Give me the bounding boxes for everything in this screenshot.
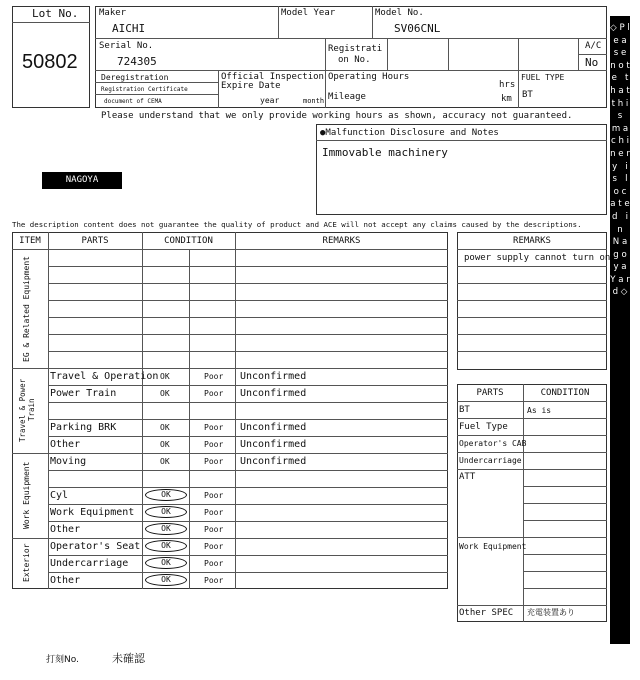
table-rule xyxy=(457,435,607,436)
row-condition-ok: OK xyxy=(160,423,170,432)
row-condition-ok-circled: OK xyxy=(145,523,187,535)
year-label: year xyxy=(260,96,280,105)
model-year-label: Model Year xyxy=(281,8,336,18)
remarks-header: REMARKS xyxy=(513,236,551,246)
side-work-equipment: Work Equipment xyxy=(459,542,527,551)
table-rule xyxy=(523,520,607,521)
table-rule xyxy=(48,555,448,556)
group-exterior: Exterior xyxy=(22,543,31,583)
table-rule xyxy=(12,538,448,539)
group-travel: Travel & Power Train xyxy=(18,378,36,442)
row-condition-ok-circled: OK xyxy=(145,557,187,569)
table-rule xyxy=(523,571,607,572)
header-item: ITEM xyxy=(19,236,41,246)
table-rule xyxy=(457,300,607,301)
row-remark: Unconfirmed xyxy=(240,439,307,450)
row-part: Work Equipment xyxy=(50,507,135,518)
row-condition-poor: Poor xyxy=(204,491,224,500)
table-rule xyxy=(48,572,448,573)
row-part: Other xyxy=(50,439,81,450)
side-banner-text: ◇ P l e a s e n o t e t h a t t h i s m a c h i n e r y i s l o c a t e d i n N a g o y a Y a r d ◇ xyxy=(610,23,638,298)
side-other-spec-label: Other SPEC xyxy=(459,608,514,618)
table-rule xyxy=(48,521,448,522)
row-remark: Unconfirmed xyxy=(240,371,307,382)
remarks-text: power supply cannot turn on xyxy=(464,253,611,263)
stamp-label: 打刻No. xyxy=(46,655,79,665)
row-condition-poor: Poor xyxy=(204,542,224,551)
table-rule xyxy=(457,452,607,453)
row-condition-ok: OK xyxy=(160,440,170,449)
side-other-spec-value: 充電装置あり xyxy=(527,608,575,617)
ac-value: No xyxy=(585,56,599,69)
row-part: Travel & Operation xyxy=(50,371,159,382)
header-condition: CONDITION xyxy=(164,236,213,246)
side-bt-label: BT xyxy=(459,405,470,415)
row-part: Cyl xyxy=(50,490,69,501)
table-rule xyxy=(523,503,607,504)
side-operators-cab: Operator's CAB xyxy=(459,439,527,448)
table-rule xyxy=(48,419,448,420)
malfunction-title: ●Malfunction Disclosure and Notes xyxy=(320,128,499,138)
mileage-label: Mileage xyxy=(328,92,366,102)
table-rule xyxy=(12,453,448,454)
serial-value: 724305 xyxy=(117,55,157,68)
table-rule xyxy=(523,588,607,589)
table-rule xyxy=(48,436,448,437)
table-rule xyxy=(523,486,607,487)
row-remark: Unconfirmed xyxy=(240,422,307,433)
registration-label-2: on No. xyxy=(338,55,371,65)
row-remark: Unconfirmed xyxy=(240,388,307,399)
row-condition-poor: Poor xyxy=(204,576,224,585)
table-rule xyxy=(12,368,448,369)
row-part: Power Train xyxy=(50,388,117,399)
table-rule xyxy=(457,605,607,606)
group-work: Work Equipment xyxy=(22,461,31,529)
registration-label-1: Registrati xyxy=(328,44,383,54)
serial-label: Serial No. xyxy=(99,41,154,51)
row-part: Other xyxy=(50,575,81,586)
table-rule xyxy=(48,266,448,267)
side-fuel-type: Fuel Type xyxy=(459,422,508,432)
main-table xyxy=(12,232,448,589)
table-rule xyxy=(457,401,607,402)
row-part: Parking BRK xyxy=(50,422,117,433)
row-remark: Unconfirmed xyxy=(240,456,307,467)
table-rule xyxy=(48,334,448,335)
table-rule xyxy=(457,469,607,470)
row-condition-ok-circled: OK xyxy=(145,540,187,552)
hrs-unit: hrs xyxy=(499,80,516,90)
table-rule xyxy=(48,470,448,471)
row-condition-ok-circled: OK xyxy=(145,574,187,586)
row-condition-poor: Poor xyxy=(204,559,224,568)
table-rule xyxy=(48,504,448,505)
maker-value: AICHI xyxy=(112,22,146,35)
table-rule xyxy=(48,283,448,284)
model-no-label: Model No. xyxy=(375,8,424,18)
row-condition-poor: Poor xyxy=(204,508,224,517)
lot-label: Lot No. xyxy=(32,7,79,20)
table-rule xyxy=(48,385,448,386)
row-condition-poor: Poor xyxy=(204,389,224,398)
row-condition-ok: OK xyxy=(160,457,170,466)
table-rule xyxy=(48,351,448,352)
table-rule xyxy=(457,334,607,335)
operating-hours-label: Operating Hours xyxy=(328,72,410,82)
row-condition-ok-circled: OK xyxy=(145,489,187,501)
disclaimer: The description content does not guarantee the quality of product and ACE will not accept any claims caused by the descriptions. xyxy=(12,220,582,229)
malfunction-text: Immovable machinery xyxy=(322,146,448,159)
row-condition-poor: Poor xyxy=(204,423,224,432)
inspection-label-1: Official Inspection xyxy=(221,72,324,82)
group-eg: EG & Related Equipment xyxy=(22,256,31,362)
row-part: Undercarriage xyxy=(50,558,129,569)
model-no-value: SV06CNL xyxy=(394,22,441,35)
document-cema: document of CEMA xyxy=(104,98,162,105)
row-condition-poor: Poor xyxy=(204,440,224,449)
table-rule xyxy=(457,418,607,419)
row-condition-poor: Poor xyxy=(204,525,224,534)
side-parts-header: PARTS xyxy=(476,388,504,398)
row-condition-poor: Poor xyxy=(204,372,224,381)
location-badge-text: NAGOYA xyxy=(65,175,99,185)
registration-certificate: Registration Certificate xyxy=(101,86,188,93)
side-att: ATT xyxy=(459,472,476,482)
table-rule xyxy=(457,351,607,352)
side-bt-value: As is xyxy=(527,406,552,415)
row-part: Other xyxy=(50,524,81,535)
deregistration-label: Deregistration xyxy=(101,73,169,82)
table-rule xyxy=(457,537,607,538)
row-condition-ok-circled: OK xyxy=(145,506,187,518)
row-condition-ok: OK xyxy=(160,372,170,381)
ac-label: A/C xyxy=(585,41,602,51)
fuel-type-label: FUEL TYPE xyxy=(521,73,565,82)
row-part: Operator's Seat xyxy=(50,541,141,552)
lot-number: 50802 xyxy=(22,51,78,73)
header-parts: PARTS xyxy=(81,236,109,246)
table-rule xyxy=(457,283,607,284)
table-rule xyxy=(48,402,448,403)
hours-notice: Please understand that we only provide working hours as shown, accuracy not guaranteed. xyxy=(101,111,573,121)
inspection-label-2: Expire Date xyxy=(221,81,281,91)
table-rule xyxy=(457,317,607,318)
side-condition-header: CONDITION xyxy=(540,388,590,398)
table-rule xyxy=(457,266,607,267)
row-condition-ok: OK xyxy=(160,389,170,398)
header-remarks: REMARKS xyxy=(322,236,361,246)
row-part: Moving xyxy=(50,456,87,467)
table-rule xyxy=(48,487,448,488)
side-undercarriage: Undercarriage xyxy=(459,456,522,465)
maker-label: Maker xyxy=(99,8,127,18)
table-rule xyxy=(48,317,448,318)
month-label: month xyxy=(303,97,325,105)
table-rule xyxy=(48,300,448,301)
table-rule xyxy=(523,554,607,555)
km-unit: km xyxy=(501,94,512,104)
fuel-type-value: BT xyxy=(522,90,533,100)
stamp-value: 未確認 xyxy=(112,652,145,665)
row-condition-poor: Poor xyxy=(204,457,224,466)
